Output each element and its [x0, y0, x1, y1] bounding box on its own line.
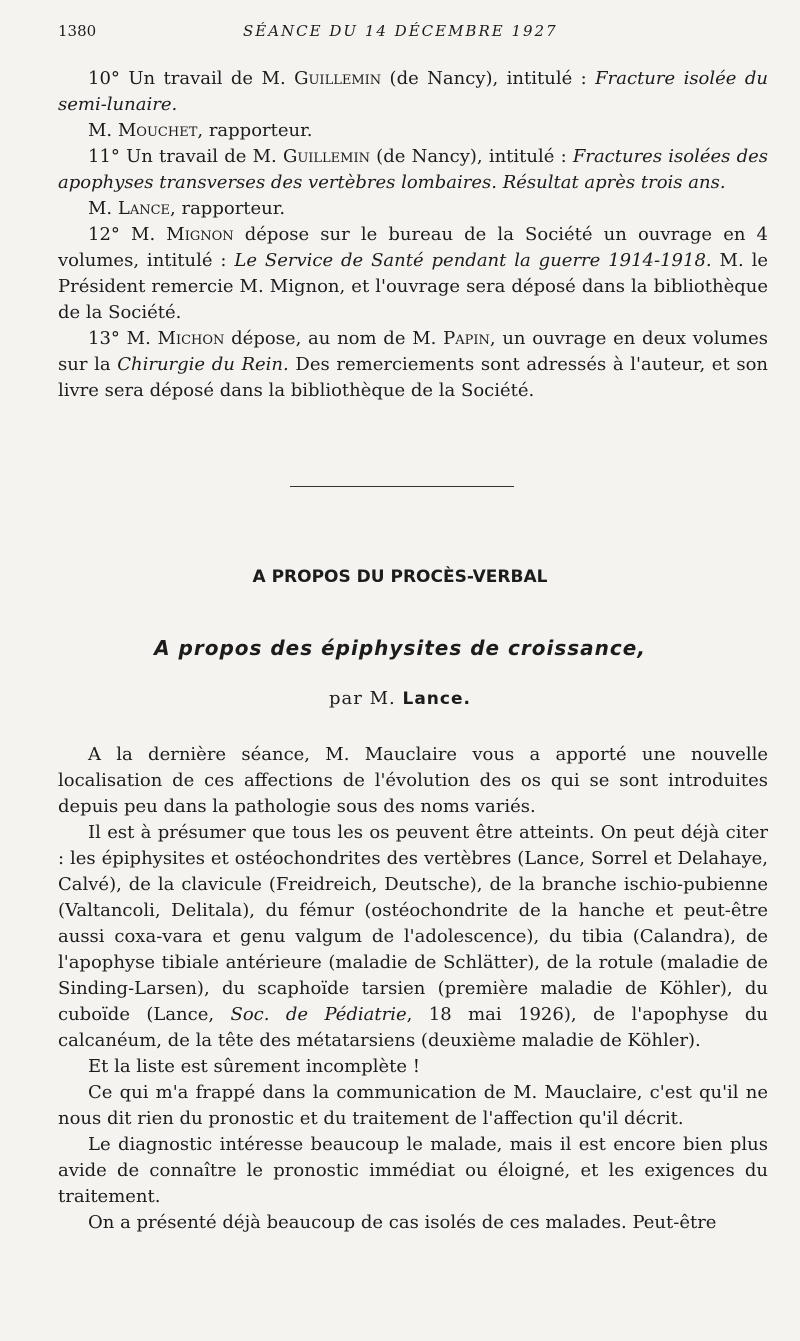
paragraph-5: Le diagnostic intéresse beaucoup le malade, mais il est encore bien plus avide de connaître le pronostic immédiat ou éloigné, et les exigences du traitement. — [58, 1134, 768, 1207]
section-divider — [290, 486, 514, 487]
running-title: SÉANCE DU 14 DÉCEMBRE 1927 — [243, 22, 558, 40]
paragraph-1: A la dernière séance, M. Mauclaire vous a apporté une nouvelle localisation de ces affections de l'évolution des os qui se sont introduites depuis peu dans la pathologie sous des noms variés. — [58, 744, 768, 817]
item-10: 10° Un travail de M. Guillemin (de Nancy), intitulé : Fracture isolée du semi-lunaire. — [58, 68, 768, 115]
item-11-reporter: M. Lance, rapporteur. — [88, 198, 286, 219]
item-11: 11° Un travail de M. Guillemin (de Nancy), intitulé : Fractures isolées des apophyses transverses des vertèbres lombaires. Résultat après trois ans. — [58, 146, 768, 193]
article-title: A propos des épiphysites de croissance, — [154, 636, 646, 660]
agenda-items — [58, 66, 768, 404]
paragraph-3: Et la liste est sûrement incomplète ! — [88, 1056, 420, 1077]
page-number: 1380 — [58, 22, 97, 40]
section-heading: A PROPOS DU PROCÈS-VERBAL — [252, 567, 548, 587]
item-12: 12° M. Mignon dépose sur le bureau de la Société un ouvrage en 4 volumes, intitulé : Le Service de Santé pendant la guerre 1914-1918. M. le Président remercie M. Mignon, et l'ouvrage sera déposé dans la bibliothèque de la Société. — [58, 224, 768, 323]
article-author: par M. Lance. — [329, 688, 471, 709]
page-header — [58, 22, 768, 44]
paragraph-4: Ce qui m'a frappé dans la communication de M. Mauclaire, c'est qu'il ne nous dit rien du pronostic et du traitement de l'affection qu'il décrit. — [58, 1082, 768, 1129]
item-13: 13° M. Michon dépose, au nom de M. Papin, un ouvrage en deux volumes sur la Chirurgie du Rein. Des remerciements sont adressés à l'auteur, et son livre sera déposé dans la bibliothèque de la Société. — [58, 328, 769, 401]
item-10-reporter: M. Mouchet, rapporteur. — [88, 120, 313, 141]
paragraph-2: Il est à présumer que tous les os peuvent être atteints. On peut déjà citer : les épiphysites et ostéochondrites des vertèbres (Lance, Sorrel et Delahaye, Calvé), de la clavicule (Freidreich, Deutsche), de la branche ischio-pubienne (Valtancoli, Delitala), du fémur (ostéochondrite de la hanche et peut-être aussi coxa-vara et genu valgum de l'adolescence), du tibia (Calandra), de l'apophyse tibiale antérieure (maladie de Schlätter), de la rotule (maladie de Sinding-Larsen), du scaphoïde tarsien (première maladie de Köhler), du cuboïde (Lance, Soc. de Pédiatrie, 18 mai 1926), de l'apophyse du calcanéum, de la tête des métatarsiens (deuxième maladie de Köhler). — [58, 822, 768, 1051]
paragraph-6: On a présenté déjà beaucoup de cas isolés de ces malades. Peut-être — [88, 1212, 717, 1233]
article-body — [58, 742, 768, 1236]
